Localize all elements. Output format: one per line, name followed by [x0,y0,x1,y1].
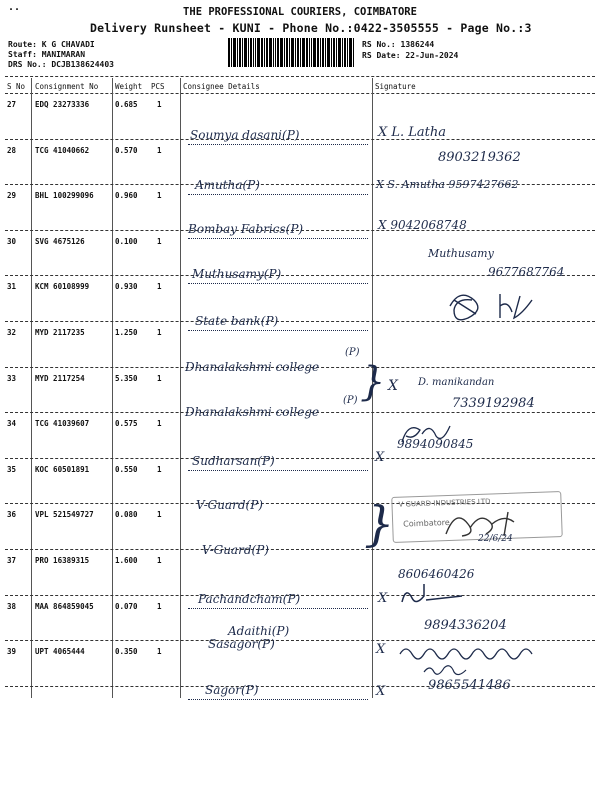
column-header-consignee: Consignee Details [183,82,260,91]
row-pieces: 1 [157,419,162,429]
row-pieces: 1 [157,100,162,109]
row-serial-number: 38 [7,601,17,611]
row-consignment-number: EDQ 23273336 [35,100,90,109]
staff-text: Staff: MANIMARAN [8,50,86,59]
column-header-weight: Weight [115,82,143,91]
signature-cross: X [388,378,398,394]
rs-number: RS No.: 1386244 [362,40,435,49]
signature-entry: 7339192984 [452,396,535,411]
row-weight: 0.570 [115,145,138,155]
row-serial-number: 36 [7,510,17,520]
row-serial-number: 28 [7,145,17,155]
handwritten-consignee: Soumya dasani(P) [190,128,300,142]
stamp-date: 22/6/24 [478,534,513,544]
handwritten-consignee: Amutha(P) [195,178,260,192]
drs-number: DRS No.: DCJB138624403 [8,60,114,69]
row-consignment-number: MYD 2117254 [35,373,85,383]
row-pieces: 1 [157,145,162,155]
row-weight: 0.960 [115,191,138,201]
row-serial-number: 29 [7,191,17,201]
signature-cross: X [376,684,386,699]
corner-mark: .. [8,2,21,13]
handwritten-mark: (P) [343,395,358,406]
column-header-signature: Signature [375,82,416,91]
column-divider [180,78,181,698]
signature-entry: 9865541486 [428,678,511,693]
row-consignment-number: TCG 41039607 [35,419,90,429]
handwriting-underline [188,699,368,700]
brace-mark: } [360,359,386,405]
row-weight: 0.550 [115,464,138,474]
row-pieces: 1 [157,191,162,201]
row-consignment-number: BHL 100299096 [35,191,94,201]
handwritten-mark: (P) [345,347,360,358]
stamp-line: V GUARD INDUSTRIES LTD [398,497,491,509]
row-weight: 0.070 [115,601,138,611]
row-pieces: 1 [157,282,162,292]
handwritten-consignee: Adaithi(P) [228,624,290,638]
handwritten-consignee: V-Guard(P) [202,543,269,557]
row-consignment-number: TCG 41040662 [35,145,90,155]
row-consignment-number: MYD 2117235 [35,328,85,337]
company-name: THE PROFESSIONAL COURIERS, COIMBATORE [183,6,417,18]
brace-mark: } [364,496,395,552]
signature-entry: X [375,450,385,465]
rs-date: RS Date: 22-Jun-2024 [362,51,459,60]
signature-scribble [420,660,470,678]
handwriting-underline [188,194,368,195]
row-pieces: 1 [157,236,162,246]
handwriting-underline [188,330,368,331]
handwritten-consignee: Sagor(P) [205,683,259,697]
column-header-sno: S No [7,82,26,91]
header-top-divider [5,76,595,77]
stamp-line: Coimbatore [403,517,450,529]
row-consignment-number: MAA 864859045 [35,601,94,611]
row-serial-number: 37 [7,556,17,565]
signature-entry: 9677687764 [488,265,565,279]
row-weight: 1.250 [115,328,138,337]
row-weight: 0.685 [115,100,138,109]
row-pieces: 1 [157,601,162,611]
column-divider [112,78,113,698]
row-divider [5,549,595,550]
column-divider [31,78,32,698]
handwriting-underline [188,470,368,471]
row-serial-number: 27 [7,100,17,109]
column-header-consignment: Consignment No [35,82,99,91]
row-weight: 0.930 [115,282,138,292]
handwritten-consignee: Sudharsan(P) [192,454,275,468]
row-serial-number: 34 [7,419,17,429]
row-weight: 0.080 [115,510,138,520]
column-header-pcs: PCS [151,82,165,91]
row-serial-number: 30 [7,236,17,246]
signature-entry: D. manikandan [418,377,495,388]
row-serial-number: 39 [7,647,17,657]
row-consignment-number: PRO 16389315 [35,556,90,565]
runsheet-title: Delivery Runsheet - KUNI - Phone No.:0422-3505555 - Page No.:3 [90,21,532,35]
row-consignment-number: KOC 60501891 [35,464,90,474]
row-pieces: 1 [157,464,162,474]
handwritten-consignee: State bank(P) [195,314,279,328]
signature-scribble [440,286,550,326]
row-divider [5,458,595,459]
row-serial-number: 32 [7,328,17,337]
row-pieces: 1 [157,373,162,383]
row-weight: 0.100 [115,236,138,246]
row-pieces: 1 [157,328,162,337]
handwritten-consignee: Pachandcham(P) [198,592,301,606]
row-pieces: 1 [157,510,162,520]
signature-scribble [398,582,468,608]
handwritten-consignee: Bombay Fabrics(P) [188,222,304,236]
row-serial-number: 33 [7,373,17,383]
handwritten-consignee: V-Guard(P) [196,498,263,512]
signature-entry: X L. Latha [378,125,447,140]
signature-entry: X S. Amutha 9597427662 [376,178,519,191]
signature-entry: 8903219362 [438,150,521,165]
row-divider [5,139,595,140]
row-weight: 0.350 [115,647,138,657]
signature-entry: X 9042068748 [378,218,467,232]
handwritten-consignee: Muthusamy(P) [192,267,282,281]
route-text: Route: K G CHAVADI [8,40,95,49]
header-bottom-divider [5,93,595,94]
handwritten-consignee: Dhanalakshmi college [185,405,320,419]
row-consignment-number: VPL 521549727 [35,510,94,520]
signature-entry: 9894090845 [397,437,474,451]
signature-entry: 8606460426 [398,567,475,581]
row-serial-number: 35 [7,464,17,474]
handwriting-underline [188,144,368,145]
handwriting-underline [188,283,368,284]
row-consignment-number: KCM 60108999 [35,282,90,292]
barcode-image [228,38,354,67]
handwritten-consignee: Sasagor(P) [208,637,275,651]
handwritten-consignee: Dhanalakshmi college [185,360,320,374]
row-serial-number: 31 [7,282,17,292]
row-weight: 5.350 [115,373,138,383]
signature-entry: Muthusamy [428,247,494,260]
handwriting-underline [188,238,368,239]
signature-entry: 9894336204 [424,618,507,633]
signature-cross: X [378,591,388,606]
row-pieces: 1 [157,647,162,657]
row-pieces: 1 [157,556,162,565]
signature-entry: X [376,642,386,657]
row-consignment-number: SVG 4675126 [35,236,85,246]
row-weight: 0.575 [115,419,138,429]
row-weight: 1.600 [115,556,138,565]
row-consignment-number: UPT 4065444 [35,647,85,657]
signature-scribble [396,640,546,662]
handwriting-underline [188,608,368,609]
